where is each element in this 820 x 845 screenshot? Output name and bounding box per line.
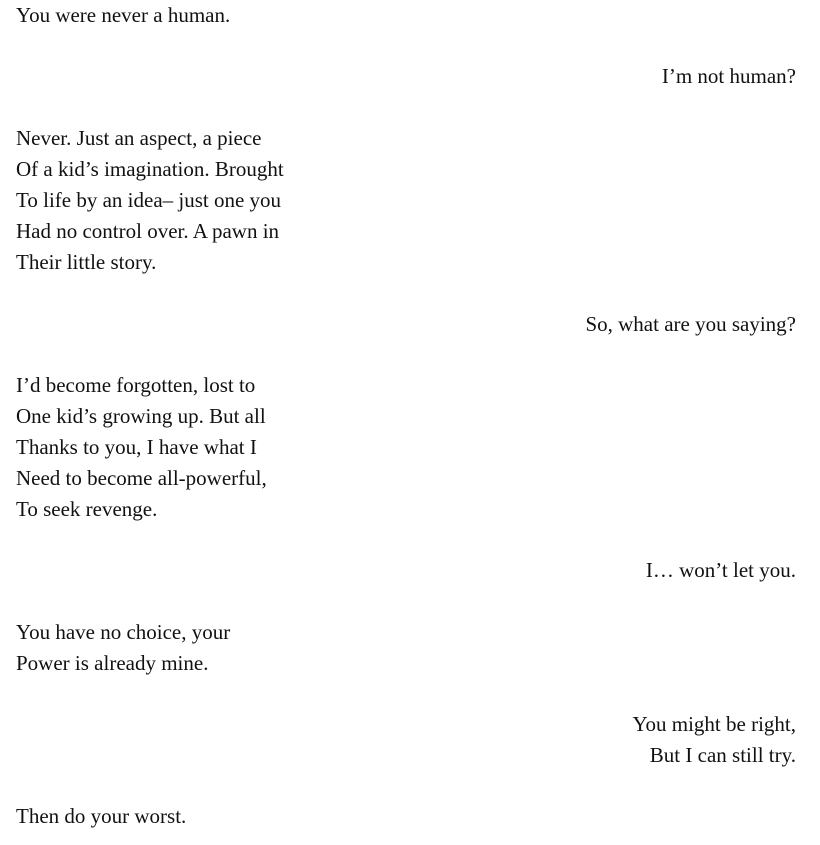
poem-line: One kid’s growing up. But all (16, 404, 266, 428)
poem-line: Never. Just an aspect, a piece (16, 126, 262, 150)
poem-line: I’m not human? (661, 64, 796, 88)
stanza-6-right-speaker (646, 555, 796, 586)
stanza-1-left-speaker (16, 0, 230, 31)
poem-line: Of a kid’s imagination. Brought (16, 157, 284, 181)
stanza-7-left-speaker (16, 617, 230, 679)
poem-line: You were never a human. (16, 3, 231, 27)
poem-line: To seek revenge. (16, 497, 158, 521)
poem-line: Need to become all-powerful, (16, 466, 267, 490)
stanza-8-right-speaker (632, 709, 796, 771)
stanza-3-left-speaker (16, 123, 284, 278)
poem-line: To life by an idea– just one you (16, 188, 282, 212)
poem-line: So, what are you saying? (585, 312, 796, 336)
stanza-5-left-speaker (16, 370, 267, 525)
stanza-9-left-speaker (16, 801, 186, 832)
poem-line: Thanks to you, I have what I (16, 435, 257, 459)
poem-line: Their little story. (16, 250, 157, 274)
poem-line: You might be right, (632, 712, 796, 736)
stanza-4-right-speaker (585, 309, 796, 340)
stanza-2-right-speaker (662, 61, 796, 92)
poem-line: I’d become forgotten, lost to (16, 373, 256, 397)
poem-line: Power is already mine. (16, 651, 209, 675)
poem-line: Then do your worst. (16, 804, 187, 828)
poem-line: But I can still try. (649, 743, 796, 767)
poem-line: Had no control over. A pawn in (16, 219, 280, 243)
poem-line: I… won’t let you. (645, 558, 796, 582)
poem-line: You have no choice, your (16, 620, 231, 644)
